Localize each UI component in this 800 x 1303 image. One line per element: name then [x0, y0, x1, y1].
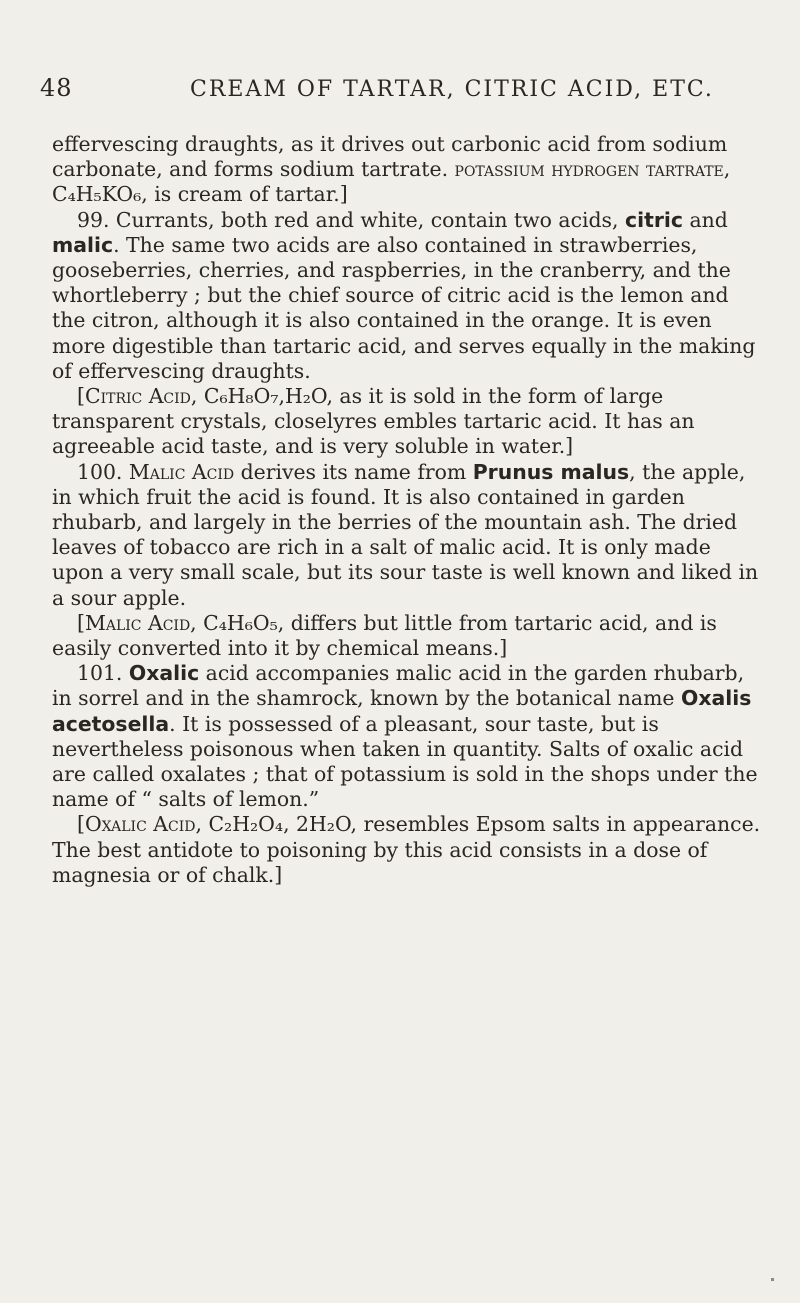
text-run: 99. Currants, both red and white, contain two acids, — [77, 207, 625, 232]
small-caps-term: Oxalic Acid — [84, 812, 196, 837]
bold-term: Oxalis acetosella — [52, 686, 752, 736]
small-caps-term: potassium hydrogen tartrate — [454, 157, 724, 182]
text-run: , C₄H₆O₅, differs but little from tartaric acid, and is easily converted into it by chemical means.] — [52, 610, 717, 661]
body-text — [52, 132, 768, 888]
text-run: derives its name from — [234, 459, 473, 484]
text-run: , the apple, in which fruit the acid is found. It is also contained in garden rhubarb, and largely in the berries of the mountain ash. The dried leaves of tobacco are rich in a salt of malic acid. It is only made upon a very small scale, but its sour taste is well known and liked in a sour apple. — [52, 459, 759, 610]
print-speck — [771, 1278, 774, 1281]
text-run: , C₆H₈O₇,H₂O, as it is sold in the form of large transparent crystals, closelyres embles tartaric acid. It has an agreeable acid taste, and is very soluble in water.] — [52, 384, 695, 459]
bold-term: malic — [52, 232, 114, 257]
text-run: . It is possessed of a pleasant, sour taste, but is nevertheless poisonous when taken in quantity. Salts of oxalic acid are called oxalates ; that of potassium is sold in the shops under the name of “ salts of lemon.” — [52, 711, 758, 812]
paragraph — [52, 132, 768, 208]
running-title: CREAM OF TARTAR, CITRIC ACID, ETC. — [190, 77, 714, 102]
bold-term: citric — [625, 207, 683, 232]
paragraph — [52, 812, 768, 888]
text-run: [ — [77, 812, 85, 837]
text-run: 100. — [77, 459, 129, 484]
paragraph — [52, 460, 768, 611]
text-run: , C₂H₂O₄, 2H₂O, resembles Epsom salts in appearance. The best antidote to poisoning by this acid consists in a dose of magnesia or of chalk.] — [52, 812, 761, 887]
small-caps-term: Malic Acid — [128, 459, 235, 484]
paragraph — [52, 208, 768, 384]
small-caps-term: Malic Acid — [84, 610, 191, 635]
text-run: [ — [77, 610, 85, 635]
text-run: . The same two acids are also contained in strawberries, gooseberries, cherries, and raspberries, in the cranberry, and the whortleberry ; but the chief source of citric acid is the lemon and the citron, although it is also contained in the orange. It is even more digestible than tartaric acid, and serves equally in the making of effervescing draughts. — [52, 232, 756, 383]
text-run: effervescing draughts, as it drives out carbonic acid from sodium carbonate, and forms sodium tartrate. — [52, 132, 728, 182]
paragraph — [52, 611, 768, 661]
running-head — [40, 74, 740, 102]
text-run: , C₄H₅KO₆, is cream of tartar.] — [52, 157, 731, 207]
bold-term: Prunus malus — [472, 459, 630, 484]
paragraph — [52, 661, 768, 812]
paragraph — [52, 384, 768, 460]
page-number: 48 — [40, 74, 73, 102]
text-run: and — [682, 207, 728, 232]
small-caps-term: Citric Acid — [84, 384, 191, 409]
text-run: 101. — [77, 661, 129, 686]
bold-term: Oxalic — [128, 661, 200, 686]
text-run: acid accompanies malic acid in the garden rhubarb, in sorrel and in the shamrock, known by the botanical name — [52, 661, 745, 711]
text-run: [ — [77, 384, 85, 409]
